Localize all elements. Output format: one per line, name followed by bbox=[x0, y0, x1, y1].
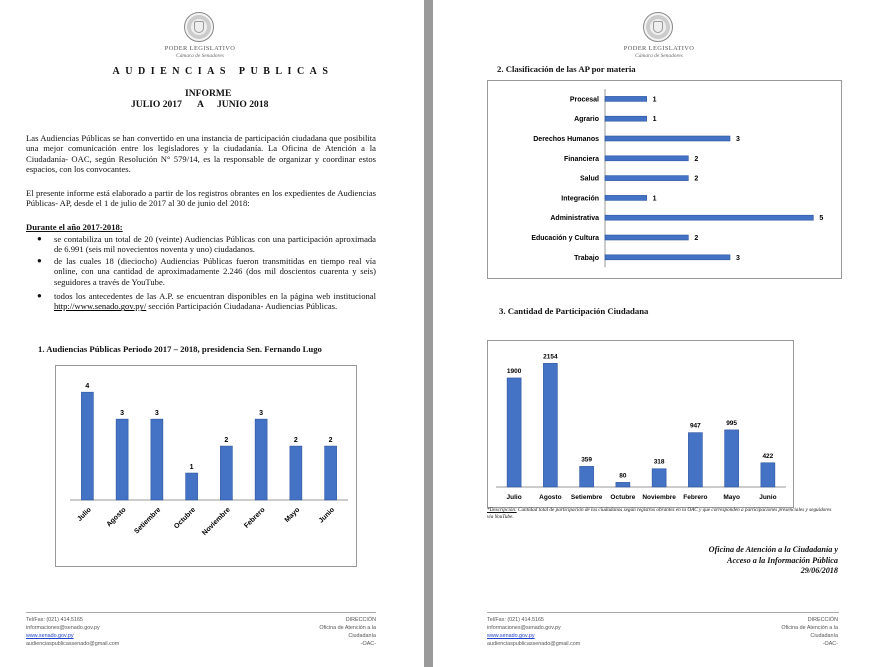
year-heading: Durante el año 2017-2018: bbox=[26, 222, 123, 232]
chart3-heading: 3. Cantidad de Participación Ciudadana bbox=[499, 306, 649, 316]
category-label-6: Administrativa bbox=[550, 215, 599, 223]
data-label-7: 2 bbox=[694, 235, 699, 242]
hbar-6 bbox=[605, 215, 813, 220]
data-label-2: 3 bbox=[736, 136, 740, 143]
data-label-5: 1 bbox=[652, 195, 657, 203]
footer-contact bbox=[487, 616, 580, 648]
bullet-1: se contabiliza un total de 20 (veinte) Audiencias Públicas con una participación aproximada de 6.991 (seis mil novecientos noventa y uno) ciudadanos. bbox=[54, 234, 376, 255]
data-label-octubre: 80 bbox=[619, 472, 627, 480]
data-label-0: 1 bbox=[652, 96, 657, 104]
bullet-icon: ● bbox=[37, 256, 42, 265]
bullet-icon: ● bbox=[37, 234, 42, 243]
category-label-8: Trabajo bbox=[574, 254, 599, 262]
intro-paragraph: Las Audiencias Públicas se han convertido en una instancia de participación ciudadana que posibilita una mejor comunicación entre los legisladores y la ciudadanía. La Oficina de Atención a la Ciudadanía- OAC, según Resolución N° 579/14, es la responsable de organizar y coordinar estos espacios, con los convocantes. bbox=[26, 133, 376, 174]
data-label-1: 1 bbox=[652, 116, 657, 124]
footer-email2: audienciaspublicassenado@gmail.com bbox=[26, 641, 120, 647]
hbar-5 bbox=[605, 195, 647, 200]
bullet-3-post: sección Participación Ciudadana- Audiencias Públicas. bbox=[148, 301, 338, 312]
tick-label-noviembre: Noviembre bbox=[201, 506, 232, 538]
tick-label-mayo: Mayo bbox=[283, 506, 302, 525]
data-label-noviembre: 2 bbox=[224, 437, 229, 445]
period-from: JULIO 2017 bbox=[131, 99, 182, 110]
bar-noviembre bbox=[652, 469, 666, 487]
category-label-4: Salud bbox=[579, 175, 599, 183]
footer-web-link[interactable]: www.senado.gov.py bbox=[487, 633, 535, 639]
category-label-7: Educación y Cultura bbox=[531, 235, 599, 242]
tick-label-setiembre: Setiembre bbox=[133, 506, 163, 536]
data-label-mayo: 995 bbox=[726, 419, 738, 427]
hbar-3 bbox=[605, 156, 688, 161]
hbar-1 bbox=[605, 116, 647, 121]
bar-setiembre bbox=[580, 466, 594, 487]
data-label-octubre: 1 bbox=[189, 464, 194, 472]
footer-dept3: Ciudadanía bbox=[348, 633, 376, 639]
bar-junio bbox=[325, 446, 337, 500]
chart-audiencias-por-mes bbox=[55, 365, 357, 567]
tick-label-febrero: Febrero bbox=[243, 506, 267, 530]
bullet-3-pre: todos los antecedentes de las A.P. se encuentran disponibles en la página web institucional bbox=[54, 291, 376, 301]
footer-divider bbox=[487, 612, 839, 613]
tick-label-octubre: Octubre bbox=[610, 494, 636, 501]
chart-participacion bbox=[487, 340, 794, 508]
data-label-agosto: 2154 bbox=[543, 353, 558, 361]
footer-dept3: Ciudadanía bbox=[810, 633, 838, 639]
data-label-8: 3 bbox=[736, 254, 740, 262]
document-page-1 bbox=[0, 0, 424, 667]
tick-label-junio: Junio bbox=[759, 494, 777, 501]
footer-contact bbox=[26, 616, 119, 648]
scope-paragraph: El presente informe está elaborado a partir de los registros obrantes en los expedientes de Audiencias Públicas- AP, desde el 1 de julio de 2017 al 30 de junio del 2018: bbox=[26, 188, 376, 209]
footer-dept1: DIRECCIÓN bbox=[345, 617, 376, 623]
data-label-6: 5 bbox=[819, 215, 824, 223]
chart-clasificacion-materia bbox=[487, 80, 842, 279]
period-sep: A bbox=[197, 99, 204, 110]
sign-date: 29/06/2018 bbox=[800, 566, 838, 575]
bullet-icon: ● bbox=[37, 291, 42, 300]
bullet-2: de las cuales 18 (dieciocho) Audiencias Públicas fueron transmitidas en tiempo real vía online, con una cantidad de aproximadamente 2.246 (dos mil doscientos cuarenta y seis) seguidores a través de YouTube. bbox=[54, 256, 376, 287]
data-label-noviembre: 318 bbox=[653, 458, 665, 466]
tick-label-setiembre: Setiembre bbox=[570, 494, 603, 501]
data-label-julio: 1900 bbox=[506, 367, 522, 375]
footer-email2: audienciaspublicassenado@gmail.com bbox=[487, 641, 581, 647]
tick-label-junio: Junio bbox=[317, 506, 337, 525]
footer-dept2: Oficina de Atención a la bbox=[781, 625, 838, 631]
bar-febrero bbox=[688, 433, 702, 487]
data-label-febrero: 3 bbox=[259, 410, 264, 418]
footer-dept4: -OAC- bbox=[822, 641, 838, 647]
sign-line1: Oficina de Atención a la Ciudadanía y bbox=[708, 545, 838, 554]
hbar-7 bbox=[605, 235, 688, 240]
bar-agosto bbox=[543, 363, 557, 487]
description-label: *Descripción: bbox=[487, 507, 517, 513]
footer-phone: Tel/Fax: (021) 414.5165 bbox=[26, 617, 83, 623]
senate-seal-logo bbox=[184, 12, 214, 42]
footer-dept2: Oficina de Atención a la bbox=[319, 625, 376, 631]
footer-email1: informaciones@senado.gov.py bbox=[26, 625, 100, 631]
data-label-setiembre: 359 bbox=[581, 456, 593, 464]
footer-web-link[interactable]: www.senado.gov.py bbox=[26, 633, 74, 639]
org-name: PODER LEGISLATIVO bbox=[623, 45, 695, 52]
bar-octubre bbox=[616, 482, 630, 487]
chart2-heading: 2. Clasificación de las AP por materia bbox=[497, 64, 636, 74]
tick-label-agosto: Agosto bbox=[105, 506, 128, 529]
hbar-8 bbox=[605, 255, 730, 260]
tick-label-febrero: Febrero bbox=[683, 494, 708, 501]
informe-label: INFORME bbox=[185, 88, 232, 99]
description-text: Cantidad total de participación de los ciudadanos según registros obrantes en la OAC y que corresponden a participaciones presenciales y seguidores vía YouTube. bbox=[487, 507, 832, 520]
org-name: PODER LEGISLATIVO bbox=[164, 45, 236, 52]
bar-julio bbox=[507, 378, 521, 487]
signature-block bbox=[618, 545, 838, 577]
senado-link[interactable]: http://www.senado.gov.py/ bbox=[54, 301, 147, 312]
data-label-setiembre: 3 bbox=[154, 410, 159, 418]
data-label-mayo: 2 bbox=[293, 437, 298, 445]
bar-julio bbox=[81, 392, 93, 500]
data-label-junio: 2 bbox=[328, 437, 333, 445]
category-label-3: Financiera bbox=[563, 155, 599, 163]
bar-agosto bbox=[116, 419, 128, 500]
footer-dept bbox=[276, 616, 376, 648]
bar-noviembre bbox=[220, 446, 232, 500]
footer-dept1: DIRECCIÓN bbox=[807, 617, 838, 623]
tick-label-julio: Julio bbox=[506, 494, 522, 501]
bar-setiembre bbox=[151, 419, 163, 500]
period-to: JUNIO 2018 bbox=[217, 99, 269, 110]
sign-line2: Acceso a la Información Pública bbox=[727, 555, 838, 565]
bullet-3 bbox=[54, 291, 376, 312]
footer-dept4: -OAC- bbox=[360, 641, 376, 647]
chart3-description bbox=[487, 507, 832, 521]
footer-email1: informaciones@senado.gov.py bbox=[487, 625, 561, 631]
chart1-heading: 1. Audiencias Públicas Periodo 2017 – 2018, presidencia Sen. Fernando Lugo bbox=[38, 344, 322, 354]
category-label-5: Integración bbox=[561, 195, 599, 203]
tick-label-noviembre: Noviembre bbox=[642, 494, 676, 501]
hbar-0 bbox=[605, 96, 647, 101]
tick-label-octubre: Octubre bbox=[173, 506, 198, 531]
data-label-agosto: 3 bbox=[120, 410, 125, 418]
org-subname: Cámara de Senadores bbox=[635, 53, 683, 59]
category-label-2: Derechos Humanos bbox=[533, 136, 599, 143]
footer-divider bbox=[26, 612, 376, 613]
org-subname: Cámara de Senadores bbox=[176, 53, 224, 59]
bar-mayo bbox=[725, 430, 739, 487]
senate-seal-logo bbox=[643, 12, 673, 42]
document-page-2 bbox=[433, 0, 873, 667]
data-label-junio: 422 bbox=[762, 452, 774, 460]
bar-febrero bbox=[255, 419, 267, 500]
category-label-1: Agrario bbox=[574, 116, 599, 124]
data-label-4: 2 bbox=[694, 175, 699, 183]
data-label-3: 2 bbox=[694, 155, 699, 163]
data-label-julio: 4 bbox=[85, 383, 90, 391]
bar-octubre bbox=[186, 473, 198, 500]
footer-phone: Tel/Fax: (021) 414.5165 bbox=[487, 617, 544, 623]
category-label-0: Procesal bbox=[569, 96, 599, 104]
tick-label-julio: Julio bbox=[76, 506, 93, 523]
data-label-febrero: 947 bbox=[689, 422, 701, 430]
bar-mayo bbox=[290, 446, 302, 500]
hbar-4 bbox=[605, 176, 688, 181]
bar-junio bbox=[761, 463, 775, 487]
tick-label-agosto: Agosto bbox=[539, 494, 562, 501]
tick-label-mayo: Mayo bbox=[723, 494, 740, 501]
hbar-2 bbox=[605, 136, 730, 141]
footer-dept bbox=[738, 616, 838, 648]
page-title: AUDIENCIAS PUBLICAS bbox=[112, 66, 334, 77]
